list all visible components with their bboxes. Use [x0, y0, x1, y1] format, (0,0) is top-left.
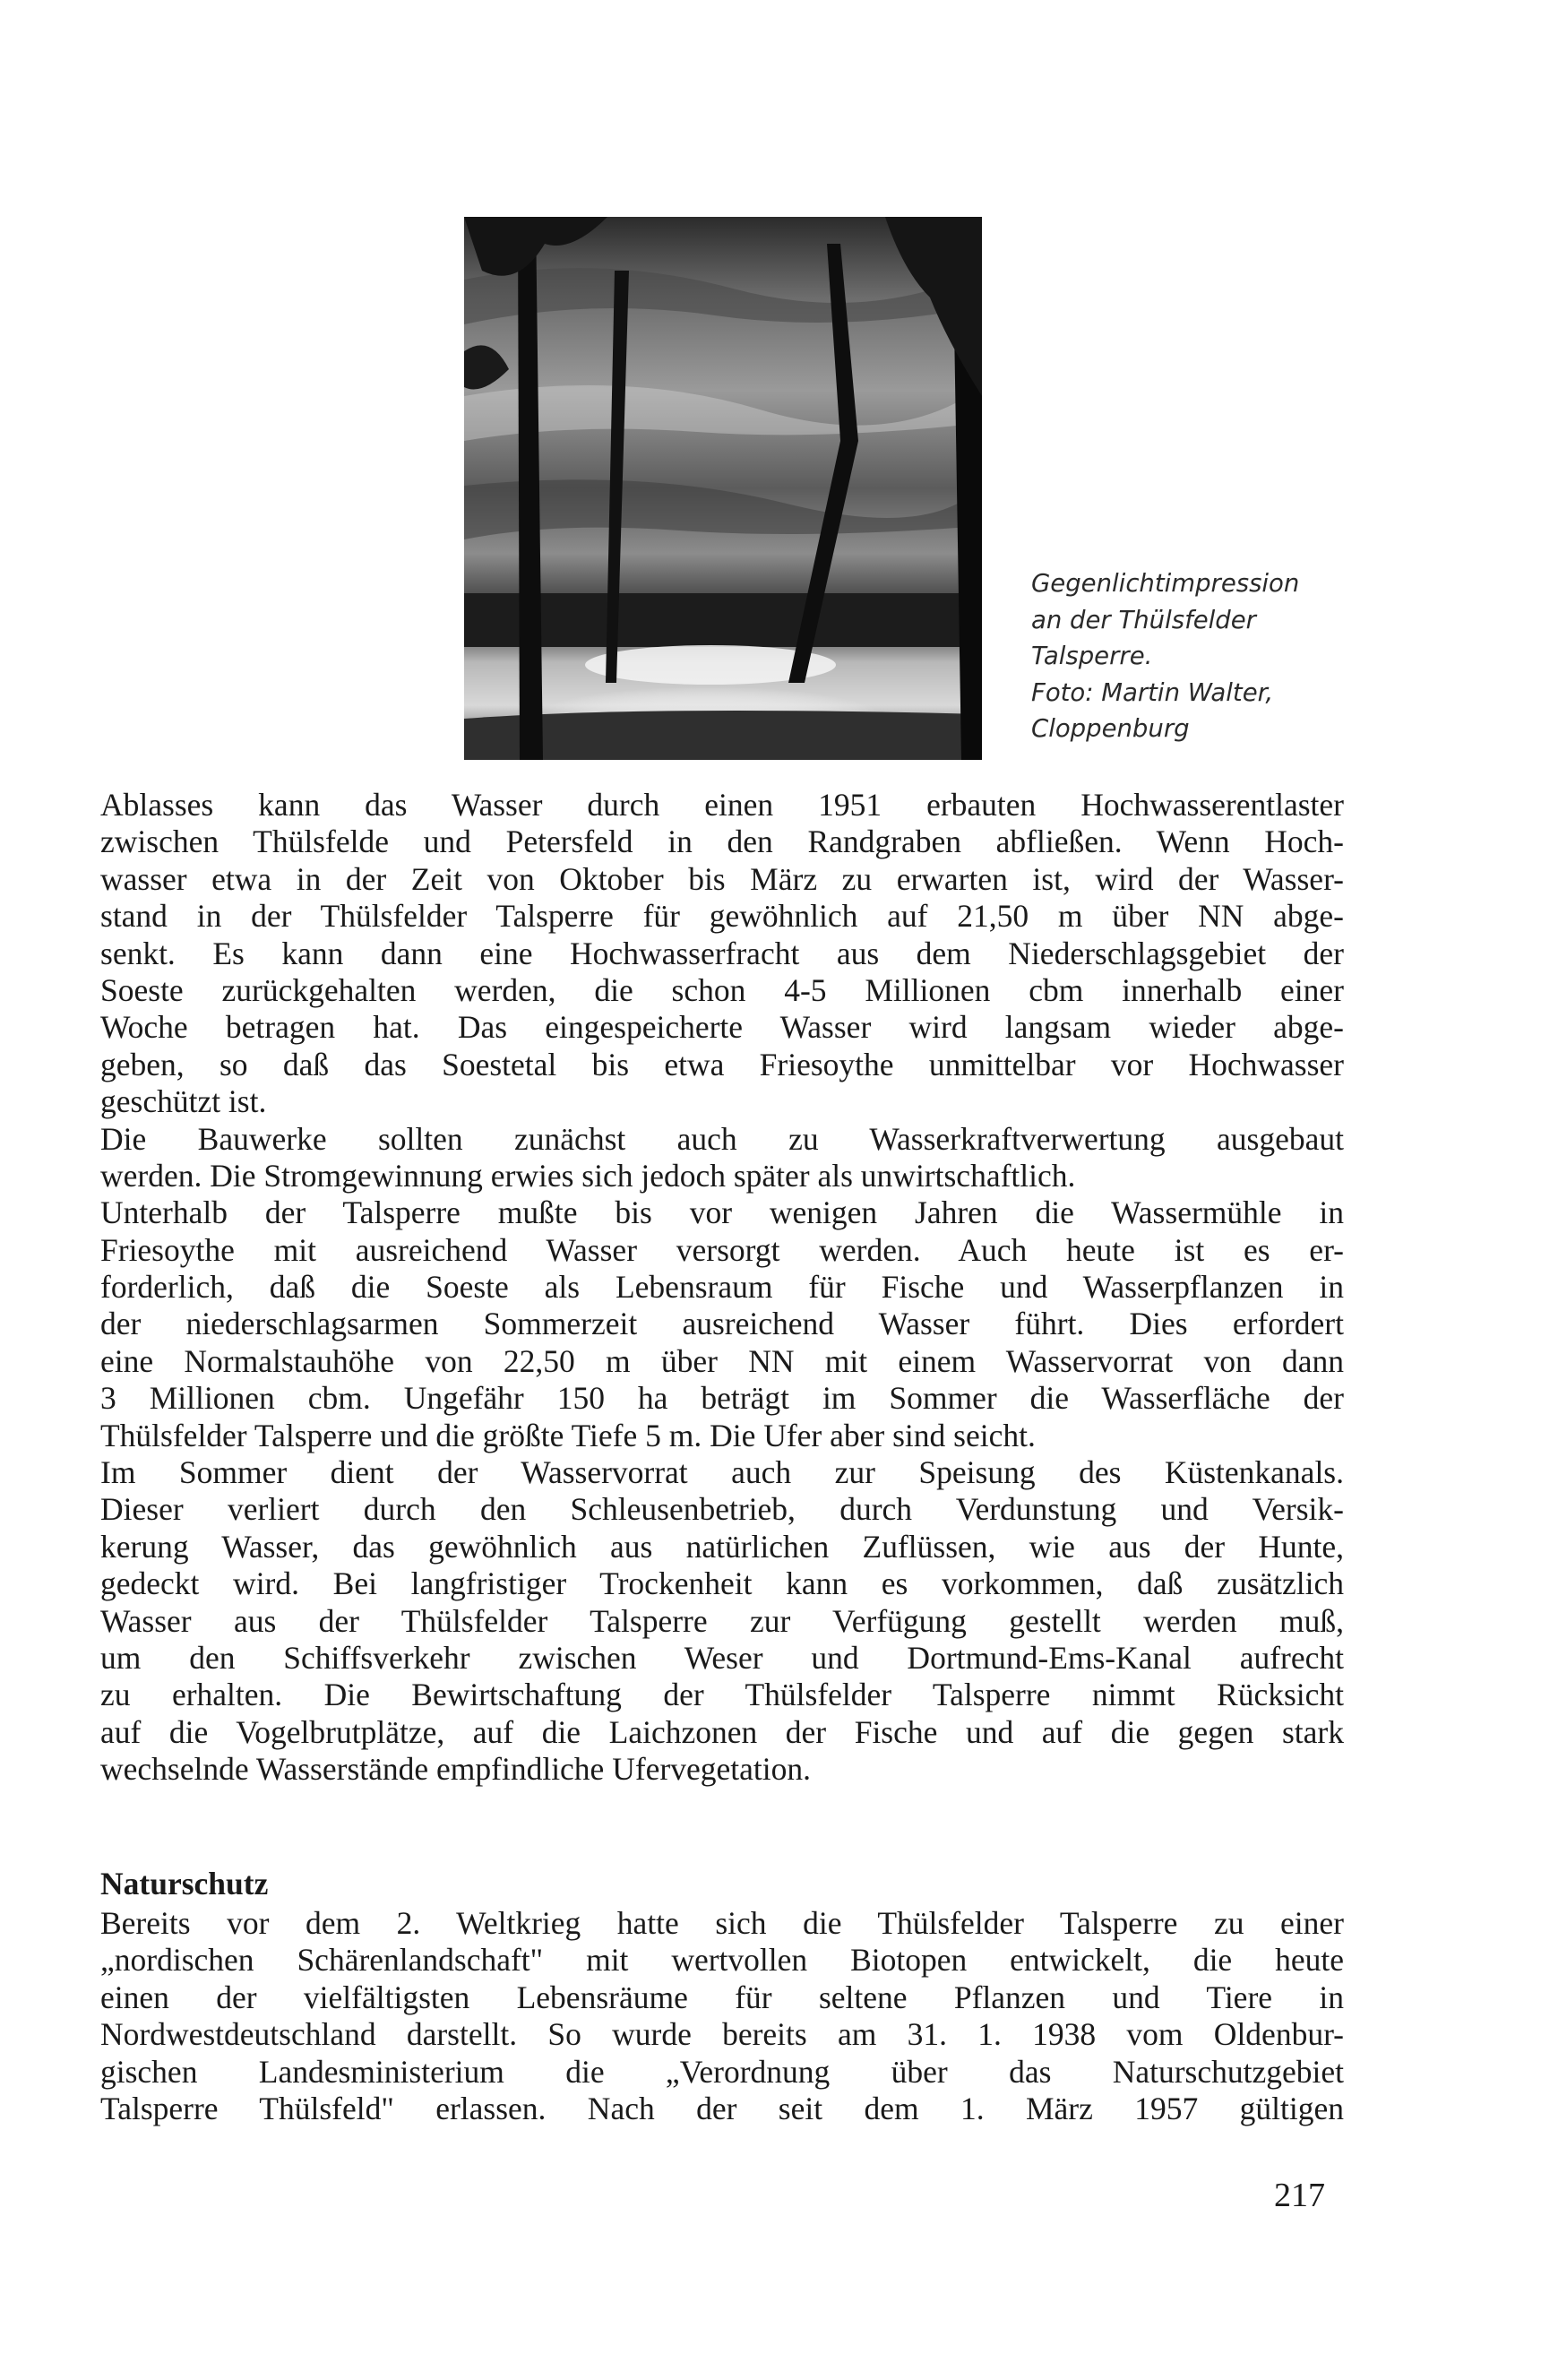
text-line: Wasser aus der Thülsfelder Talsperre zur Verfügung gestellt werden muß,: [100, 1602, 1344, 1639]
text-line: geschützt ist.: [100, 1083, 267, 1120]
text-line: wechselnde Wasserstände empfindliche Ufervegetation.: [100, 1751, 811, 1788]
text-line: um den Schiffsverkehr zwischen Weser und Dortmund-Ems-Kanal aufrecht: [100, 1639, 1344, 1676]
text-line: einen der vielfältigsten Lebensräume für seltene Pflanzen und Tiere in: [100, 1979, 1344, 2015]
caption-line: Talsperre.: [1031, 642, 1153, 670]
photo-illustration: [464, 217, 982, 760]
text-line: zwischen Thülsfelde und Petersfeld in den Randgraben abfließen. Wenn Hoch-: [100, 824, 1344, 860]
text-line: zu erhalten. Die Bewirtschaftung der Thülsfelder Talsperre nimmt Rücksicht: [100, 1677, 1344, 1713]
text-line: Woche betragen hat. Das eingespeicherte Wasser wird langsam wieder abge-: [100, 1009, 1344, 1046]
paragraph: [100, 1454, 1344, 1789]
caption-line: Gegenlichtimpression: [1031, 569, 1300, 598]
text-line: Nordwestdeutschland darstellt. So wurde bereits am 31. 1. 1938 vom Oldenbur-: [100, 2016, 1344, 2053]
text-line: der niederschlagsarmen Sommerzeit ausreichend Wasser führt. Dies erfordert: [100, 1306, 1344, 1342]
text-line: gischen Landesministerium die „Verordnung über das Naturschutzgebiet: [100, 2053, 1344, 2090]
text-line: Soeste zurückgehalten werden, die schon 4-5 Millionen cbm innerhalb einer: [100, 971, 1344, 1008]
text-line: Ablasses kann das Wasser durch einen 1951 erbauten Hochwasserentlaster: [100, 787, 1344, 823]
caption-line: Foto: Martin Walter,: [1031, 677, 1274, 707]
text-line: Talsperre Thülsfeld" erlassen. Nach der seit dem 1. März 1957 gültigen: [100, 2090, 1344, 2126]
text-line: forderlich, daß die Soeste als Lebensraum für Fische und Wasserpflanzen in: [100, 1269, 1344, 1306]
text-line: Die Bauwerke sollten zunächst auch zu Wasserkraftverwertung ausgebaut: [100, 1120, 1344, 1157]
caption-line: Cloppenburg: [1031, 714, 1190, 743]
text-line: eine Normalstauhöhe von 22,50 m über NN mit einem Wasservorrat von dann: [100, 1342, 1344, 1379]
paragraph: [100, 787, 1344, 1121]
text-line: „nordischen Schärenlandschaft" mit wertvollen Biotopen entwickelt, die heute: [100, 1942, 1344, 1979]
text-line: stand in der Thülsfelder Talsperre für gewöhnlich auf 21,50 m über NN abge-: [100, 898, 1344, 935]
text-line: werden. Die Stromgewinnung erwies sich jedoch später als unwirtschaftlich.: [100, 1157, 1076, 1194]
text-line: 3 Millionen cbm. Ungefähr 150 ha beträgt im Sommer die Wasserfläche der: [100, 1380, 1344, 1417]
text-line: Friesoythe mit ausreichend Wasser versorgt werden. Auch heute ist es er-: [100, 1231, 1344, 1268]
text-line: geben, so daß das Soestetal bis etwa Friesoythe unmittelbar vor Hochwasser: [100, 1046, 1344, 1082]
text-line: senkt. Es kann dann eine Hochwasserfracht aus dem Niederschlagsgebiet der: [100, 935, 1344, 971]
text-line: Thülsfelder Talsperre und die größte Tiefe 5 m. Die Ufer aber sind seicht.: [100, 1417, 1036, 1453]
text-line: Unterhalb der Talsperre mußte bis vor wenigen Jahren die Wassermühle in: [100, 1194, 1344, 1231]
caption-line: an der Thülsfelder: [1031, 605, 1256, 634]
text-line: kerung Wasser, das gewöhnlich aus natürlichen Zuflüssen, wie aus der Hunte,: [100, 1528, 1344, 1565]
text-line: wasser etwa in der Zeit von Oktober bis März zu erwarten ist, wird der Wasser-: [100, 860, 1344, 897]
text-line: Bereits vor dem 2. Weltkrieg hatte sich die Thülsfelder Talsperre zu einer: [100, 1905, 1344, 1941]
text-line: gedeckt wird. Bei langfristiger Trockenheit kann es vorkommen, daß zusätzlich: [100, 1565, 1344, 1602]
photo-caption: [1031, 565, 1408, 747]
lake-backlight-photo: [464, 217, 982, 760]
text-line: Im Sommer dient der Wasservorrat auch zur Speisung des Küstenkanals.: [100, 1454, 1344, 1491]
section-text: [100, 1905, 1344, 2127]
page-number: 217: [1274, 2177, 1325, 2214]
text-line: Dieser verliert durch den Schleusenbetrieb, durch Verdunstung und Versik-: [100, 1491, 1344, 1528]
paragraph: [100, 1194, 1344, 1454]
text-line: auf die Vogelbrutplätze, auf die Laichzonen der Fische und auf die gegen stark: [100, 1713, 1344, 1750]
paragraph: [100, 1121, 1344, 1195]
main-text: [100, 787, 1344, 1789]
section-heading: Naturschutz: [100, 1866, 269, 1901]
